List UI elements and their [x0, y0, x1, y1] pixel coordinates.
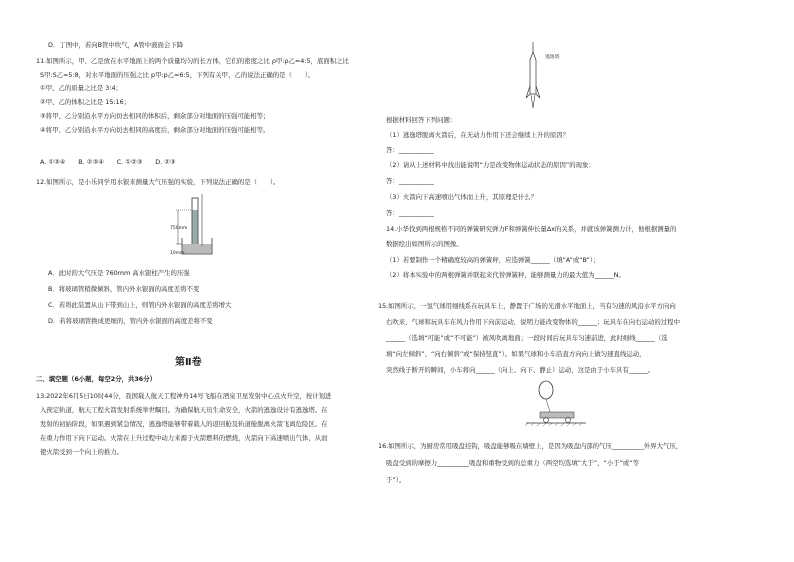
rocket-figure — [523, 42, 543, 110]
q15-line4: 填“向左倾斜”、“向右倾斜”或“保持竖直”）。如果气球和小车沿直方向向上做匀速直线运动， — [386, 350, 646, 358]
q15-line5: 突然线子断开的瞬间，小车将向______（向上、向下、静止）运动，这是由于小车具有______。 — [386, 366, 655, 374]
q14-line2: 数据绘出如图所示的图像。 — [386, 240, 463, 248]
q14-line3: （1）若要制作一个精确度较高的弹簧秤，应选弹簧______（填“A”或“B”）； — [386, 256, 600, 264]
answer-line-1: 答：___________ — [386, 146, 434, 154]
q11-statement-1: ①甲、乙的质量之比是 3:4； — [40, 84, 122, 92]
q11-stem-line1: 11.如图所示，甲、乙是放在水平地面上的两个质量均匀的长方体，它们的密度之比 ρ甲:ρ乙=4:5，底面积之比 — [36, 57, 349, 65]
q14-line1: 14.小华找到两根规格不同的弹簧研究弹力F和弹簧伸长量Δx的关系，并就该弹簧测力计，他根据测量的 — [386, 225, 677, 233]
q12-option-a: A．此时的大气压是 760mm 高水银柱产生的压强 — [48, 269, 190, 277]
q11-statement-3: ③将甲、乙分别沿水平方向切去相同的体积后，剩余部分对地面的压强可能相等； — [40, 112, 270, 120]
q12-stem: 12.如图所示，是小乐同学用水银来测量大气压强的实验，下列说法正确的是（ ）。 — [36, 178, 280, 186]
q14-line4: （2）将本实验中的两根弹簧并联起来代替弹簧秤，能够测量力的最大值为______N。 — [386, 271, 625, 279]
rocket-label: 逃逸塔 — [545, 55, 560, 60]
q11-statement-2: ②甲、乙的体积之比是 15:16； — [40, 98, 131, 106]
q13-sub3: （3）火箭向下高速喷出气体而上升，其原理是什么？ — [386, 193, 538, 201]
q15-line1: 15.如图所示，一氢气球用细线系在玩具车上，静置于广场的光滑水平地面上，当有匀速的风沿水平方向向 — [378, 302, 676, 310]
q12-option-b: B．将玻璃管稍微倾斜，管内外水银面的高度差将不变 — [48, 285, 200, 293]
q15-line3: ______（选填“可能”或“不可能”）被风吹离地面；一段时间后玩具车匀速前进，此时细线______（选 — [386, 334, 668, 342]
q16-line3: 于”）。 — [386, 476, 406, 484]
q16-line2: 吸盘受到的摩擦力__________吸盘和重物受到的总重力（两空均选填“大于”、“小于”或“等 — [386, 459, 640, 467]
q13-line4: 在重力作用下向下运动。火箭在上升过程中动力来源于火箭燃料的燃烧，火箭向下高速喷出气体，从而 — [40, 434, 328, 442]
q13-sub2: （2）请从上述材料中找出能说明“力是改变物体运动状态的原因”的现象： — [386, 161, 595, 169]
q11-statement-4: ④将甲、乙分别沿水平方向切去相同的高度后，剩余部分对地面的压强可能相等。 — [40, 126, 270, 134]
q10-option-d: D．丁图中，若向B管中吹气，A管中液面会下降 — [48, 41, 184, 49]
label-10mm: 10mm — [170, 251, 185, 256]
fill-in-heading: 二、填空题（6小题，每空2分，共36分） — [36, 375, 157, 383]
q13-line2: 入预定轨道，航天工程火箭发射系统举世瞩目。为确保航天员生命安全，火箭的逃逸设计有逃逸塔。在 — [40, 406, 328, 414]
q13-line1: 13.2022年6月5日10时44分，我国载人航天工程神舟14号飞船在酒泉卫星发射中心点火升空，按计划进 — [36, 392, 332, 400]
q11-stem-line2: S甲:S乙=5:8，对水平地面的压强之比 p甲:p乙=6:5，下列有关甲、乙的说法正确的是（ ）。 — [40, 71, 315, 79]
label-750mm: 750mm — [170, 226, 188, 231]
answer-line-2: 答：___________ — [386, 177, 434, 185]
q15-line2: 右吹来，气球和玩具车在风力作用下向前运动，说明力能改变物体的______；玩具车在向右运动的过程中 — [386, 318, 680, 326]
materials-intro: 根据材料回答下列问题： — [386, 116, 457, 124]
q12-option-d: D．若将玻璃管换成更细的，管内外水银面的高度差将不变 — [48, 317, 213, 325]
balloon-car-figure — [520, 378, 592, 426]
answer-line-3: 答：___________ — [386, 209, 434, 217]
section-title: 第Ⅱ卷 — [175, 357, 202, 368]
q16-line1: 16.如图所示，为厨房常用吸盘挂钩，吸盘能够吸在墙壁上，是因为吸盘内部的气压__________外界大气压， — [378, 442, 683, 450]
q13-line3: 发射的初始阶段，如果遇到紧急情况，逃逸塔能够带着载人的返回舱及轨道舱脱离火箭飞离危险区。在 — [40, 420, 328, 428]
q13-sub1: （1）逃逸塔脱离火箭后，在无动力作用下还会继续上升的原因？ — [386, 131, 570, 139]
q12-option-c: C．若将此装置从山下带到山上，则管内外水银面的高度差将增大 — [48, 301, 232, 309]
q11-choices: A. ①③④ B. ②③④ C. ①②③ D. ②③ — [40, 158, 176, 166]
q13-line5: 使火箭受到一个向上的推力。 — [40, 448, 124, 456]
